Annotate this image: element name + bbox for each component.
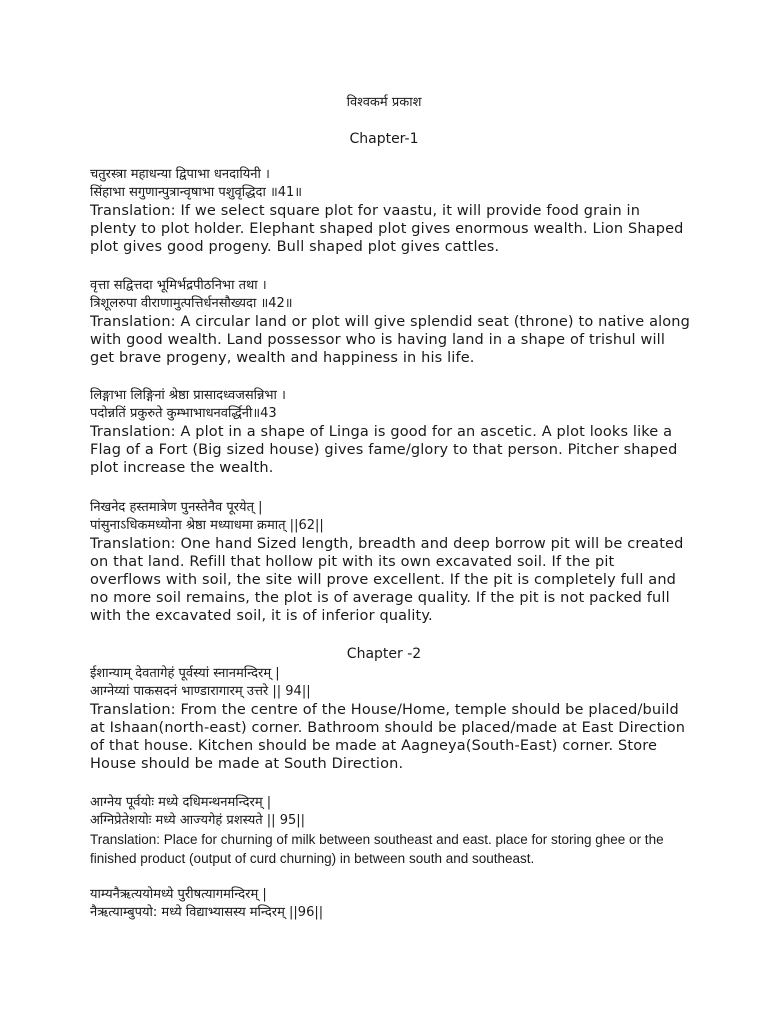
document-title: विश्वकर्म प्रकाश (346, 95, 422, 110)
translation-paragraph: Translation: A plot in a shape of Linga is good for an ascetic. A plot looks like a Flag of a Fort (Big sized house) gives fame/glory to that person. Pitcher shaped plot increase the wealth. (90, 424, 678, 476)
verse-line: चतुरस्त्रा महाधन्या द्विपाभा धनदायिनी । (90, 167, 270, 182)
verse-line: पदोन्नतिं प्रकुरुते कुम्भाभाधनवर्द्धिनी॥43 (90, 406, 277, 421)
chapter-2-heading: Chapter -2 (346, 646, 422, 662)
verse-line: पांसुनाऽधिकमध्योना श्रेष्ठा मध्याधमा क्रमात् ||62|| (90, 518, 324, 533)
verse-block-43 (90, 387, 690, 477)
verse-block-95 (90, 794, 690, 868)
verse-line: निखनेद हस्तमात्रेण पुनस्तेनैव पूरयेत् | (90, 500, 263, 515)
verse-line: ईशान्याम् देवतागेहं पूर्वस्यां स्नानमन्दिरम् | (90, 666, 280, 681)
verse-line: लिङ्गाभा लिङ्गिनां श्रेष्ठा प्रासादध्वजसन्निभा । (90, 388, 286, 403)
verse-line: वृत्ता सद्वित्तदा भूमिर्भद्रपीठनिभा तथा । (90, 278, 267, 293)
verse-line: त्रिशूलरुपा वीराणामुत्पत्तिर्धनसौख्यदा ॥42॥ (90, 296, 293, 311)
translation-paragraph: Translation: One hand Sized length, breadth and deep borrow pit will be created on that land. Refill that hollow pit with its own excavated soil. If the pit overflows with soil, the site will prove excellent. If the pit is completely full and no more soil remains, the plot is of average quality. If the pit is not packed full with the excavated soil, it is of inferior quality. (90, 536, 684, 624)
verse-block-41 (90, 166, 690, 256)
chapter-1-heading: Chapter-1 (349, 131, 419, 147)
verse-line: आग्नेय पूर्वयोः मध्ये दधिमन्थनमन्दिरम् | (90, 795, 272, 810)
verse-block-42 (90, 277, 690, 367)
translation-paragraph: Translation: If we select square plot for vaastu, it will provide food grain in plenty to plot holder. Elephant shaped plot gives enormous wealth. Lion Shaped plot gives good progeny. Bull shaped plot gives cattles. (90, 203, 684, 255)
verse-line: आग्नेय्यां पाकसदनं भाण्डारागारम् उत्तरे || 94|| (90, 684, 311, 699)
verse-block-96 (90, 886, 690, 922)
verse-block-62 (90, 499, 690, 625)
verse-line: अग्निप्रेतेशयोः मध्ये आज्यगेहं प्रशस्यते || 95|| (90, 813, 306, 828)
verse-block-94 (90, 665, 690, 773)
verse-line: याम्यनैऋत्ययोमध्ये पुरीषत्यागमन्दिरम् | (90, 887, 267, 902)
translation-paragraph: Translation: A circular land or plot will give splendid seat (throne) to native along with good wealth. Land possessor who is having land in a shape of trishul will get brave progeny, wealth and happiness in his life. (90, 314, 690, 366)
verse-line: सिंहाभा सगुणान्पुत्रान्वृषाभा पशुवृद्धिदा ॥41॥ (90, 185, 303, 200)
translation-paragraph: Translation: Place for churning of milk between southeast and east. place for storing ghee or the finished product (output of curd churning) in between south and southeast. (90, 832, 664, 866)
translation-paragraph: Translation: From the centre of the House/Home, temple should be placed/build at Ishaan(north-east) corner. Bathroom should be placed/made at East Direction of that house. Kitchen should be made at Aagneya(South-East) corner. Store House should be made at South Direction. (90, 702, 686, 772)
verse-line: नैऋत्याम्बुपयो: मध्ये विद्याभ्यासस्य मन्दिरम् ||96|| (90, 905, 324, 920)
